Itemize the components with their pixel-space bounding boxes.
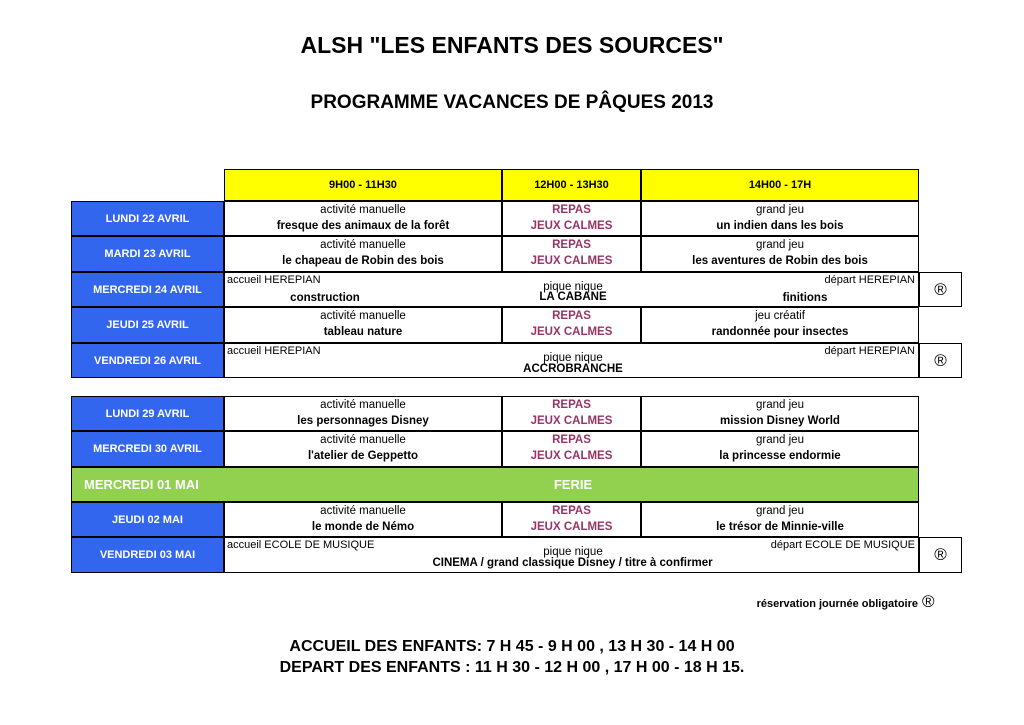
header-morning: 9H00 - 11H30 [224, 169, 502, 201]
full-day-outing [224, 272, 919, 307]
reservation-icon: ® [919, 272, 962, 307]
repas-label: REPAS [552, 505, 591, 517]
morning-activity [224, 502, 502, 537]
activity-title: le trésor de Minnie-ville [716, 521, 844, 533]
morning-activity [224, 236, 502, 272]
activity-title: mission Disney World [720, 415, 840, 427]
afternoon-activity-title: finitions [782, 292, 828, 304]
activity-type: grand jeu [756, 434, 804, 446]
reservation-note: réservation journée obligatoire [756, 598, 918, 610]
activity-title: le monde de Némo [311, 521, 415, 533]
activity-type: activité manuelle [320, 204, 406, 216]
activity-title: l'atelier de Geppetto [307, 450, 419, 462]
activity-type: activité manuelle [320, 399, 406, 411]
afternoon-activity [641, 201, 919, 236]
footer-accueil: ACCUEIL DES ENFANTS: 7 H 45 - 9 H 00 , 13 H 30 - 14 H 00 [289, 638, 735, 655]
repas-label: REPAS [552, 399, 591, 411]
day-activity-title: LA CABANE [539, 291, 607, 303]
activity-title: un indien dans les bois [716, 220, 844, 232]
header-afternoon: 14H00 - 17H [641, 169, 919, 201]
activity-title: les personnages Disney [297, 415, 429, 427]
day-label: JEUDI 25 AVRIL [71, 307, 224, 343]
day-label: JEUDI 02 MAI [71, 502, 224, 537]
jeux-label: JEUX CALMES [530, 450, 613, 462]
noon-activity [502, 236, 641, 272]
repas-label: REPAS [552, 434, 591, 446]
repas-label: REPAS [552, 204, 591, 216]
pique-nique-label: pique nique [543, 546, 603, 558]
morning-activity [224, 307, 502, 343]
activity-type: jeu créatif [755, 310, 805, 322]
pique-nique-label: pique nique [543, 352, 603, 364]
activity-title: randonnée pour insectes [711, 326, 849, 338]
day-label: MERCREDI 01 MAI [84, 477, 199, 492]
depart-location: départ ECOLE DE MUSIQUE [770, 539, 915, 551]
noon-activity [502, 201, 641, 236]
morning-activity [224, 396, 502, 431]
activity-type: activité manuelle [320, 434, 406, 446]
jeux-label: JEUX CALMES [530, 521, 613, 533]
reservation-icon: ® [919, 343, 962, 378]
ferie-label: FERIE [553, 477, 593, 492]
depart-location: départ HEREPIAN [824, 274, 915, 286]
jeux-label: JEUX CALMES [530, 220, 613, 232]
activity-type: grand jeu [756, 505, 804, 517]
afternoon-activity [641, 236, 919, 272]
accueil-location: accueil ECOLE DE MUSIQUE [227, 539, 375, 551]
day-label: MERCREDI 24 AVRIL [71, 272, 224, 307]
morning-activity-title: construction [290, 292, 360, 304]
activity-type: grand jeu [756, 399, 804, 411]
day-label: LUNDI 29 AVRIL [71, 396, 224, 431]
reservation-icon: ® [919, 537, 962, 573]
noon-activity [502, 307, 641, 343]
activity-type: grand jeu [756, 204, 804, 216]
activity-title: fresque des animaux de la forêt [276, 220, 450, 232]
afternoon-activity [641, 502, 919, 537]
activity-type: activité manuelle [320, 239, 406, 251]
noon-activity [502, 502, 641, 537]
activity-type: activité manuelle [320, 310, 406, 322]
repas-label: REPAS [552, 239, 591, 251]
repas-label: REPAS [552, 310, 591, 322]
full-day-outing [224, 343, 919, 378]
jeux-label: JEUX CALMES [530, 326, 613, 338]
jeux-label: JEUX CALMES [530, 415, 613, 427]
day-label: VENDREDI 26 AVRIL [71, 343, 224, 378]
morning-activity [224, 201, 502, 236]
activity-title: tableau nature [323, 326, 403, 338]
activity-type: activité manuelle [320, 505, 406, 517]
day-activity-title: CINEMA / grand classique Disney / titre à confirmer [432, 557, 713, 569]
afternoon-activity [641, 307, 919, 343]
activity-title: les aventures de Robin des bois [692, 255, 868, 267]
day-label: MERCREDI 30 AVRIL [71, 431, 224, 467]
holiday-row [71, 467, 919, 502]
jeux-label: JEUX CALMES [530, 255, 613, 267]
day-label: LUNDI 22 AVRIL [71, 201, 224, 236]
full-day-outing [224, 537, 919, 573]
accueil-location: accueil HEREPIAN [227, 274, 321, 286]
pique-nique-label: pique nique [543, 281, 603, 293]
noon-activity [502, 431, 641, 467]
afternoon-activity [641, 396, 919, 431]
reservation-icon: ® [922, 592, 935, 611]
day-label: MARDI 23 AVRIL [71, 236, 224, 272]
footer-depart: DEPART DES ENFANTS : 11 H 30 - 12 H 00 , 17 H 00 - 18 H 15. [279, 659, 745, 676]
activity-title: le chapeau de Robin des bois [282, 255, 444, 267]
activity-type: grand jeu [756, 239, 804, 251]
day-label: VENDREDI 03 MAI [71, 537, 224, 573]
day-activity-title: ACCROBRANCHE [523, 363, 623, 375]
document-subtitle: PROGRAMME VACANCES DE PÂQUES 2013 [310, 92, 714, 113]
accueil-location: accueil HEREPIAN [227, 345, 321, 357]
noon-activity [502, 396, 641, 431]
depart-location: départ HEREPIAN [824, 345, 915, 357]
afternoon-activity [641, 431, 919, 467]
morning-activity [224, 431, 502, 467]
activity-title: la princesse endormie [719, 450, 841, 462]
document-title: ALSH "LES ENFANTS DES SOURCES" [300, 32, 724, 58]
header-noon: 12H00 - 13H30 [502, 169, 641, 201]
